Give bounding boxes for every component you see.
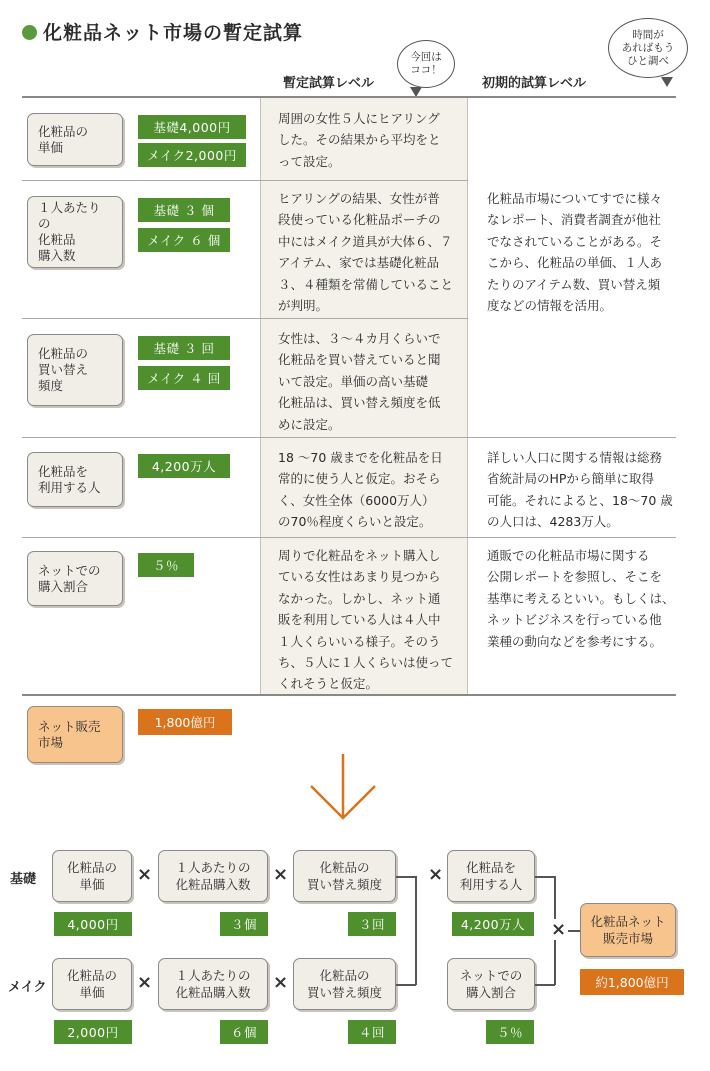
value-basic-frequency: 基礎 ３ 回 [138, 336, 230, 360]
row-label-users: 化粧品を 利用する人 [27, 452, 123, 507]
formula-net-ratio: ネットでの 購入割合 [447, 958, 535, 1010]
value-basic-price: 基礎4,000円 [138, 115, 246, 139]
down-arrow-icon [303, 752, 383, 824]
result-value: 1,800億円 [138, 709, 232, 735]
page-title-text: 化粧品ネット市場の暫定試算 [43, 22, 304, 44]
formula-basic-unit-price: 化粧品の 単価 [52, 850, 132, 902]
provisional-text-price: 周囲の女性５人にヒアリング した。その結果から平均をと って設定。 [278, 111, 441, 169]
row-label-net-ratio: ネットでの 購入割合 [27, 551, 123, 606]
formula-basic-price-value: 4,000円 [54, 912, 132, 936]
table-line [22, 537, 676, 538]
formula-basic-purchases-value: ３個 [220, 912, 268, 936]
bracket-line [535, 984, 555, 986]
value-makeup-purchases: メイク ６ 個 [138, 228, 230, 252]
value-users: 4,200万人 [138, 454, 230, 478]
table-line [22, 180, 468, 181]
formula-users-value: 4,200万人 [452, 912, 534, 936]
value-makeup-frequency: メイク ４ 回 [138, 366, 230, 390]
initial-text-market: 化粧品市場についてすでに様々 なレポート、消費者調査が他社 でなされていることがある。そ こから、化粧品の単価、１人あ たりのアイテム数、買い替え頻 度などの情報を活用。 [487, 191, 663, 314]
formula-market: 化粧品ネット 販売市場 [580, 903, 676, 957]
column-header-provisional: 暫定試算レベル [283, 76, 375, 91]
multiply-icon: × [551, 919, 567, 940]
column-header-initial: 初期的試算レベル [482, 76, 587, 91]
table-line [22, 437, 676, 438]
value-basic-purchases: 基礎 ３ 個 [138, 198, 230, 222]
value-net-ratio: ５％ [138, 553, 194, 577]
table-line-top [22, 96, 676, 98]
formula-row-basic: 基礎 [10, 872, 37, 887]
formula-market-value: 約1,800億円 [580, 969, 684, 995]
formula-makeup-purchases: １人あたりの 化粧品購入数 [158, 958, 268, 1010]
initial-text-population: 詳しい人口に関する情報は総務 省統計局のHPから簡単に取得 可能。それによると、18〜70 歳 の人口は、4283万人。 [487, 450, 673, 530]
formula-users: 化粧品を 利用する人 [447, 850, 535, 902]
provisional-text-users: 18 〜70 歳までを化粧品を日 常的に使う人と仮定。おそら く、女性全体（6000万人） の70％程度くらいと設定。 [278, 450, 443, 530]
initial-text-mailorder: 通販での化粧品市場に関する 公開レポートを参照し、そこを 基準に考えるといい。もしくは、 ネットビジネスを行っている他 業種の動向などを参考にする。 [487, 548, 675, 649]
multiply-icon: × [273, 864, 289, 885]
formula-makeup-frequency-value: ４回 [348, 1020, 396, 1044]
provisional-text-purchases: ヒアリングの結果、女性が普 段使っている化粧品ポーチの 中にはメイク道具が大体６、７ アイテム、家では基礎化粧品 ３、４種類を常備していること が判明。 [278, 191, 454, 314]
multiply-icon: × [137, 864, 153, 885]
row-label-frequency: 化粧品の 買い替え 頻度 [27, 334, 123, 406]
formula-makeup-purchases-value: ６個 [220, 1020, 268, 1044]
multiply-icon: × [137, 972, 153, 993]
result-label-net-market: ネット販売 市場 [27, 706, 123, 763]
formula-net-ratio-value: ５％ [486, 1020, 534, 1044]
bracket-line [535, 876, 555, 878]
formula-row-makeup: メイク [8, 980, 47, 995]
formula-basic-frequency-value: ３回 [348, 912, 396, 936]
provisional-text-net-ratio: 周りで化粧品をネット購入し ている女性はあまり見つから なかった。しかし、ネット通 販を利用している人は４人中 １人くらいいる様子。そのう ち、５人に１人くらいは使って くれそうと仮定。 [278, 548, 454, 692]
formula-makeup-frequency: 化粧品の 買い替え頻度 [293, 958, 396, 1010]
bracket-line [396, 876, 416, 878]
page-title [22, 18, 303, 45]
row-label-purchases: １人あたりの 化粧品 購入数 [27, 196, 123, 268]
value-makeup-price: メイク2,000円 [138, 143, 246, 167]
table-line [22, 318, 468, 319]
speech-bubble-later: 時間が あればもう ひと調べ [608, 18, 688, 78]
bracket-line [396, 984, 416, 986]
bracket-line [415, 876, 417, 985]
multiply-icon: × [428, 864, 444, 885]
provisional-text-frequency: 女性は、３〜４カ月くらいで 化粧品を買い替えていると聞 いて設定。単価の高い基礎 化粧品は、買い替え頻度を低 めに設定。 [278, 331, 441, 432]
speech-bubble-now: 今回は ココ！ [397, 40, 455, 88]
formula-makeup-price-value: 2,000円 [54, 1020, 132, 1044]
formula-makeup-unit-price: 化粧品の 単価 [52, 958, 132, 1010]
multiply-icon: × [273, 972, 289, 993]
bullet-dot-icon [22, 25, 37, 40]
formula-basic-frequency: 化粧品の 買い替え頻度 [293, 850, 396, 902]
row-label-unit-price: 化粧品の 単価 [27, 113, 123, 166]
formula-basic-purchases: １人あたりの 化粧品購入数 [158, 850, 268, 902]
